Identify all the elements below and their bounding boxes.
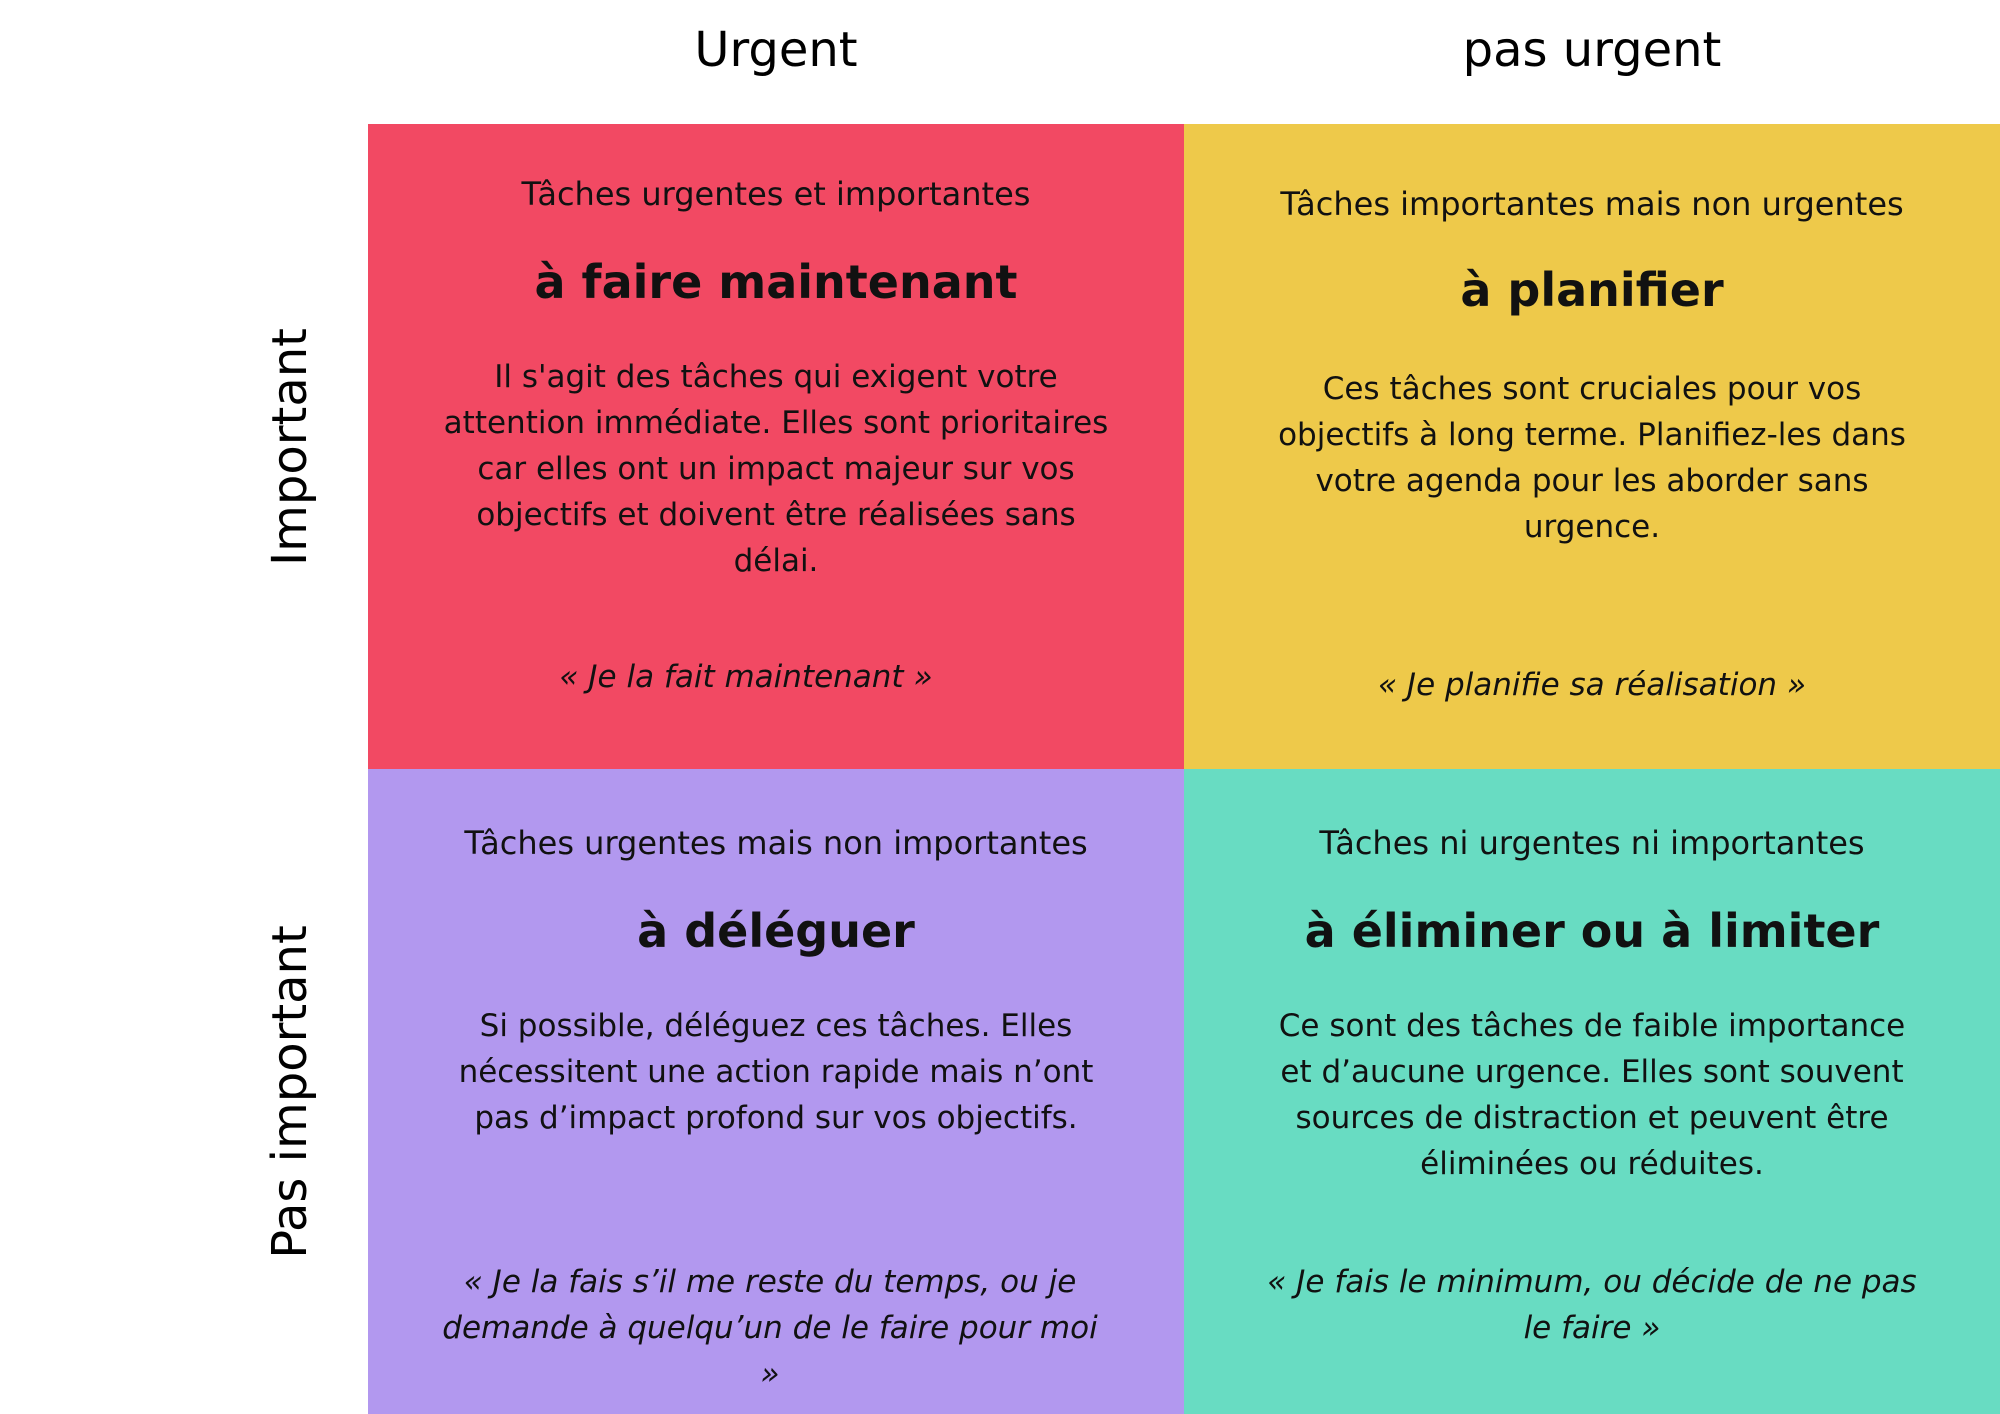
quadrant-action: à faire maintenant [534, 255, 1018, 309]
quadrant-eliminate [1184, 769, 2000, 1414]
quadrant-subtitle: Tâches ni urgentes ni importantes [1319, 824, 1865, 862]
quadrant-delegate [368, 769, 1184, 1414]
quadrant-description: Ce sont des tâches de faible importance et d’aucune urgence. Elles sont souvent sources de distraction et peuvent être éliminées ou réduites. [1278, 1008, 1906, 1182]
row-header-not-important [200, 769, 380, 1414]
quadrant-action: à éliminer ou à limiter [1304, 904, 1880, 958]
column-header-urgent: Urgent [694, 22, 858, 78]
quadrant-quote: « Je fais le minimum, ou décide de ne pas le faire » [1267, 1264, 1917, 1346]
quadrant-description: Si possible, déléguez ces tâches. Elles nécessitent une action rapide mais n’ont pas d’impact profond sur vos objectifs. [458, 1008, 1094, 1136]
column-header-not-urgent: pas urgent [1462, 22, 1722, 78]
quadrant-description: Il s'agit des tâches qui exigent votre attention immédiate. Elles sont prioritaires car elles ont un impact majeur sur vos objectifs et doivent être réalisées sans délai. [443, 359, 1109, 579]
quadrant-action: à déléguer [637, 904, 915, 958]
row-header-important-label: Important [262, 327, 318, 566]
quadrant-quote: « Je la fais s’il me reste du temps, ou je demande à quelqu’un de le faire pour moi » [442, 1264, 1098, 1392]
quadrant-subtitle: Tâches urgentes mais non importantes [464, 824, 1088, 862]
quadrant-subtitle: Tâches importantes mais non urgentes [1280, 185, 1904, 223]
quadrant-do-now [368, 124, 1184, 769]
row-header-not-important-label: Pas important [262, 924, 319, 1259]
quadrant-quote: « Je la fait maintenant » [559, 659, 933, 695]
quadrant-plan [1184, 124, 2000, 769]
quadrant-subtitle: Tâches urgentes et importantes [521, 175, 1031, 213]
quadrant-action: à planifier [1460, 263, 1724, 317]
quadrant-quote: « Je planifie sa réalisation » [1377, 667, 1807, 703]
quadrant-description: Ces tâches sont cruciales pour vos objectifs à long terme. Planifiez-les dans votre agenda pour les aborder sans urgence. [1278, 371, 1906, 545]
